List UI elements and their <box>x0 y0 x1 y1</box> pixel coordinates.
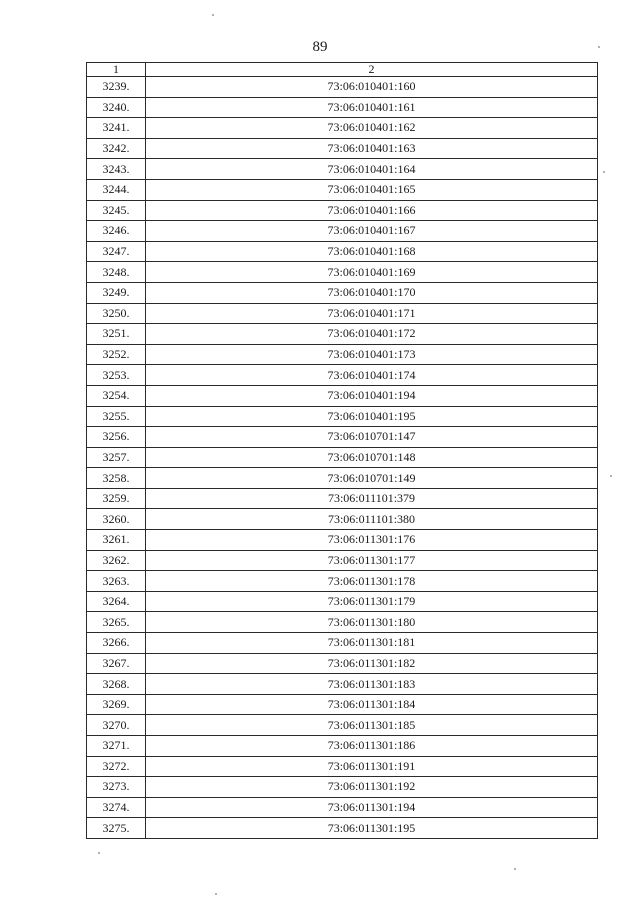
row-number-cell: 3264. <box>87 591 146 612</box>
table-row <box>87 77 598 98</box>
row-number-cell: 3249. <box>87 282 146 303</box>
table-row <box>87 797 598 818</box>
cadastral-number-cell: 73:06:010401:164 <box>146 159 598 180</box>
table-row <box>87 468 598 489</box>
cadastral-number-cell: 73:06:010401:162 <box>146 118 598 139</box>
table-row <box>87 179 598 200</box>
table-row <box>87 756 598 777</box>
cadastral-number-cell: 73:06:010401:161 <box>146 97 598 118</box>
column-header-1: 1 <box>87 63 146 77</box>
cadastral-number-cell: 73:06:011101:379 <box>146 488 598 509</box>
scan-speck <box>215 893 217 895</box>
cadastral-number-cell: 73:06:010701:147 <box>146 427 598 448</box>
table-row <box>87 138 598 159</box>
row-number-cell: 3244. <box>87 179 146 200</box>
row-number-cell: 3266. <box>87 633 146 654</box>
scan-speck <box>603 171 605 173</box>
table-row <box>87 818 598 839</box>
cadastral-number-cell: 73:06:011301:194 <box>146 797 598 818</box>
row-number-cell: 3270. <box>87 715 146 736</box>
row-number-cell: 3241. <box>87 118 146 139</box>
table-row <box>87 159 598 180</box>
table-row <box>87 447 598 468</box>
cadastral-number-cell: 73:06:011301:185 <box>146 715 598 736</box>
cadastral-number-cell: 73:06:010401:166 <box>146 200 598 221</box>
cadastral-number-cell: 73:06:010401:174 <box>146 365 598 386</box>
row-number-cell: 3257. <box>87 447 146 468</box>
table-row <box>87 694 598 715</box>
cadastral-number-cell: 73:06:011301:192 <box>146 777 598 798</box>
cadastral-number-cell: 73:06:011101:380 <box>146 509 598 530</box>
row-number-cell: 3253. <box>87 365 146 386</box>
cadastral-number-cell: 73:06:011301:181 <box>146 633 598 654</box>
table-row <box>87 97 598 118</box>
table-row <box>87 612 598 633</box>
table-row <box>87 344 598 365</box>
cadastral-number-cell: 73:06:010401:171 <box>146 303 598 324</box>
row-number-cell: 3245. <box>87 200 146 221</box>
table-row <box>87 200 598 221</box>
row-number-cell: 3252. <box>87 344 146 365</box>
scan-speck <box>610 475 612 477</box>
scan-speck <box>598 46 600 48</box>
row-number-cell: 3274. <box>87 797 146 818</box>
row-number-cell: 3239. <box>87 77 146 98</box>
row-number-cell: 3263. <box>87 571 146 592</box>
scan-speck <box>212 14 214 16</box>
cadastral-number-cell: 73:06:011301:195 <box>146 818 598 839</box>
row-number-cell: 3262. <box>87 550 146 571</box>
cadastral-number-cell: 73:06:011301:182 <box>146 653 598 674</box>
cadastral-number-cell: 73:06:011301:177 <box>146 550 598 571</box>
row-number-cell: 3258. <box>87 468 146 489</box>
cadastral-number-cell: 73:06:010701:148 <box>146 447 598 468</box>
cadastral-number-cell: 73:06:011301:176 <box>146 530 598 551</box>
row-number-cell: 3273. <box>87 777 146 798</box>
table-row <box>87 241 598 262</box>
row-number-cell: 3243. <box>87 159 146 180</box>
row-number-cell: 3275. <box>87 818 146 839</box>
table-row <box>87 777 598 798</box>
cadastral-number-cell: 73:06:011301:191 <box>146 756 598 777</box>
table-row <box>87 674 598 695</box>
table-row <box>87 282 598 303</box>
page-number: 89 <box>312 39 328 55</box>
cadastral-table <box>86 62 598 839</box>
cadastral-number-cell: 73:06:011301:184 <box>146 694 598 715</box>
cadastral-number-cell: 73:06:010401:195 <box>146 406 598 427</box>
table-row <box>87 303 598 324</box>
scan-speck <box>98 852 100 854</box>
cadastral-number-cell: 73:06:010401:163 <box>146 138 598 159</box>
table-row <box>87 509 598 530</box>
row-number-cell: 3256. <box>87 427 146 448</box>
cadastral-number-cell: 73:06:011301:183 <box>146 674 598 695</box>
row-number-cell: 3250. <box>87 303 146 324</box>
table-header-row <box>87 63 598 77</box>
table-row <box>87 736 598 757</box>
cadastral-number-cell: 73:06:010401:194 <box>146 385 598 406</box>
cadastral-number-cell: 73:06:010401:172 <box>146 324 598 345</box>
cadastral-number-cell: 73:06:010401:170 <box>146 282 598 303</box>
cadastral-number-cell: 73:06:011301:186 <box>146 736 598 757</box>
table-row <box>87 427 598 448</box>
table-row <box>87 488 598 509</box>
row-number-cell: 3269. <box>87 694 146 715</box>
table-row <box>87 571 598 592</box>
table-row <box>87 365 598 386</box>
table-row <box>87 118 598 139</box>
table-row <box>87 715 598 736</box>
row-number-cell: 3246. <box>87 221 146 242</box>
cadastral-number-cell: 73:06:010401:173 <box>146 344 598 365</box>
table-row <box>87 262 598 283</box>
table-row <box>87 653 598 674</box>
cadastral-number-cell: 73:06:010401:160 <box>146 77 598 98</box>
table-row <box>87 530 598 551</box>
cadastral-number-cell: 73:06:010401:165 <box>146 179 598 200</box>
table-row <box>87 550 598 571</box>
row-number-cell: 3242. <box>87 138 146 159</box>
row-number-cell: 3255. <box>87 406 146 427</box>
row-number-cell: 3272. <box>87 756 146 777</box>
cadastral-number-cell: 73:06:010401:167 <box>146 221 598 242</box>
row-number-cell: 3261. <box>87 530 146 551</box>
row-number-cell: 3267. <box>87 653 146 674</box>
cadastral-number-cell: 73:06:011301:180 <box>146 612 598 633</box>
row-number-cell: 3251. <box>87 324 146 345</box>
cadastral-number-cell: 73:06:010701:149 <box>146 468 598 489</box>
row-number-cell: 3259. <box>87 488 146 509</box>
row-number-cell: 3247. <box>87 241 146 262</box>
cadastral-number-cell: 73:06:011301:179 <box>146 591 598 612</box>
row-number-cell: 3268. <box>87 674 146 695</box>
table-body <box>87 63 598 839</box>
table-row <box>87 385 598 406</box>
table-row <box>87 406 598 427</box>
row-number-cell: 3260. <box>87 509 146 530</box>
table-row <box>87 324 598 345</box>
table-row <box>87 591 598 612</box>
scan-speck <box>514 868 516 870</box>
row-number-cell: 3265. <box>87 612 146 633</box>
cadastral-number-cell: 73:06:011301:178 <box>146 571 598 592</box>
table-row <box>87 221 598 242</box>
cadastral-number-cell: 73:06:010401:169 <box>146 262 598 283</box>
row-number-cell: 3271. <box>87 736 146 757</box>
cadastral-number-cell: 73:06:010401:168 <box>146 241 598 262</box>
row-number-cell: 3248. <box>87 262 146 283</box>
table-row <box>87 633 598 654</box>
row-number-cell: 3240. <box>87 97 146 118</box>
row-number-cell: 3254. <box>87 385 146 406</box>
column-header-2: 2 <box>146 63 598 77</box>
